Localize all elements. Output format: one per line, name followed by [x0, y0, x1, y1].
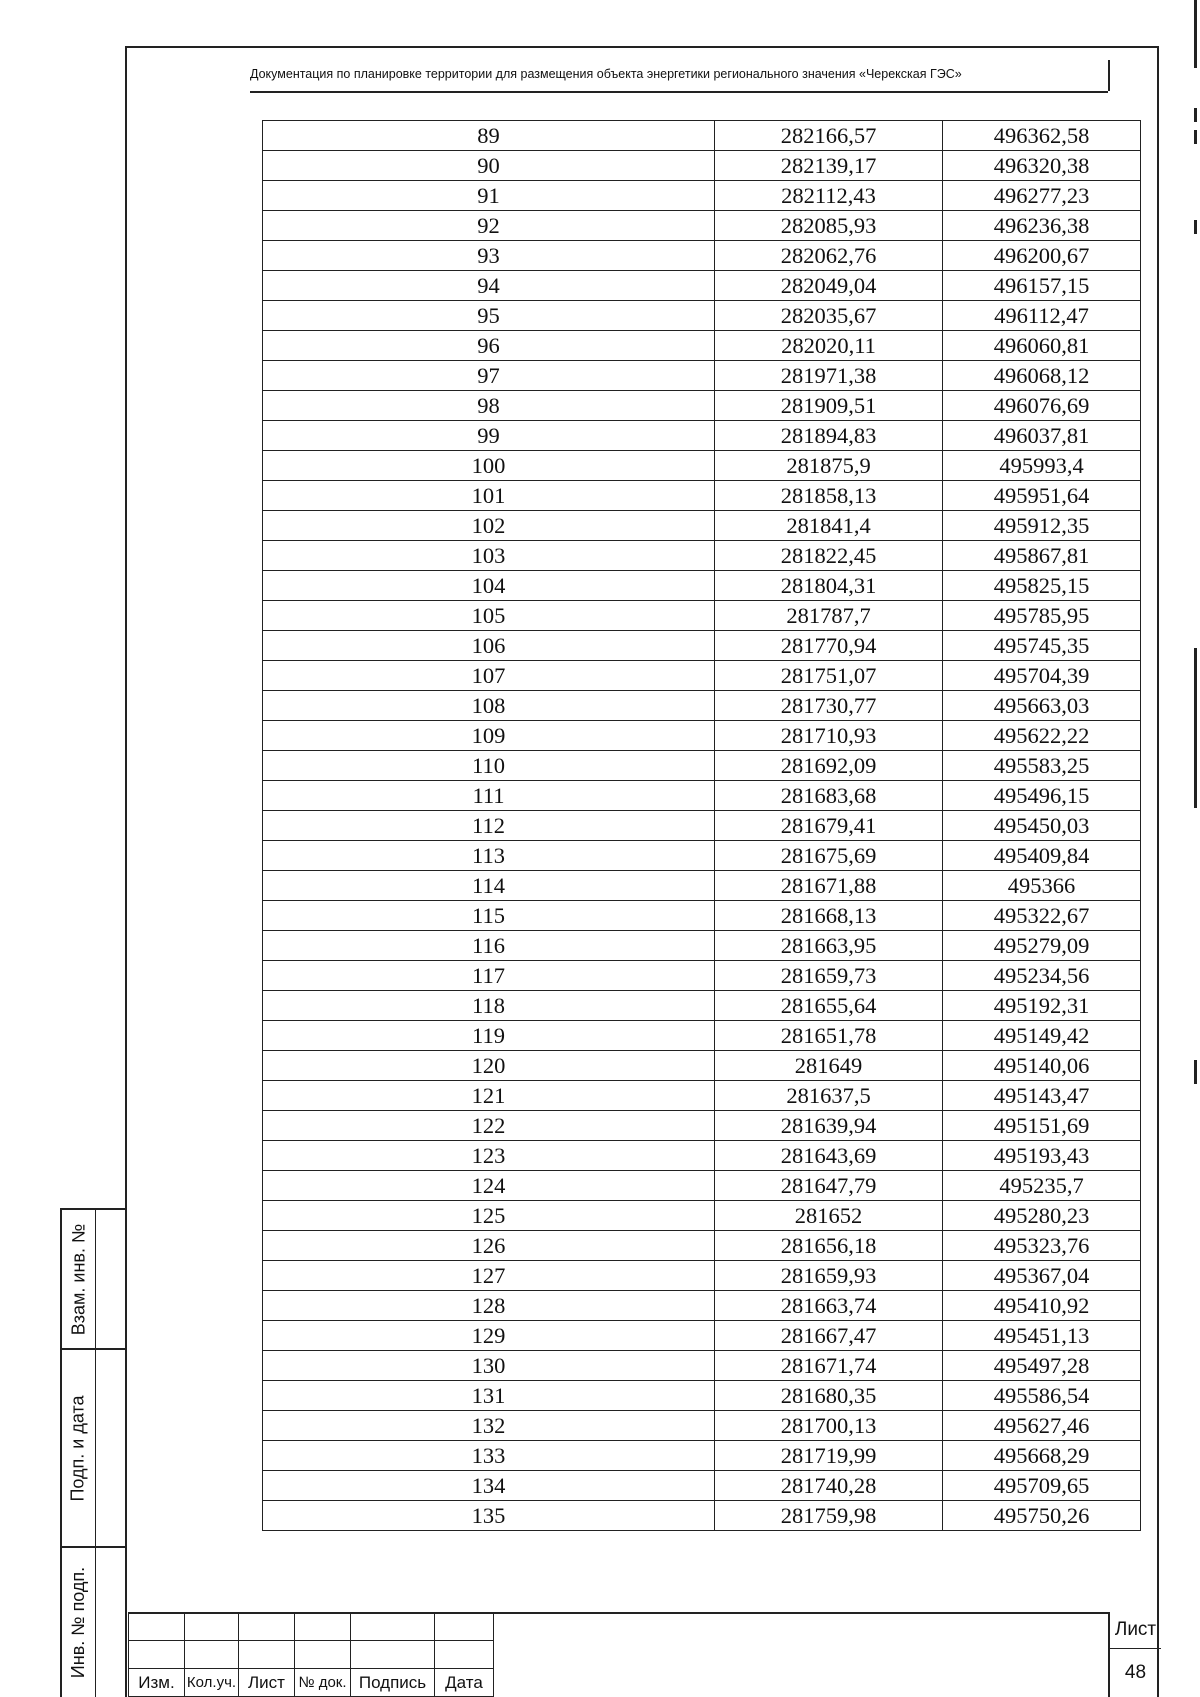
point-number-cell: 131 — [263, 1381, 715, 1411]
y-coordinate-cell: 495234,56 — [943, 961, 1141, 991]
x-coordinate-cell: 281751,07 — [715, 661, 943, 691]
point-number-cell: 104 — [263, 571, 715, 601]
table-row — [263, 1051, 1141, 1081]
x-coordinate-cell: 281822,45 — [715, 541, 943, 571]
y-coordinate-cell: 496236,38 — [943, 211, 1141, 241]
point-number-cell: 108 — [263, 691, 715, 721]
point-number-cell: 134 — [263, 1471, 715, 1501]
y-coordinate-cell: 495235,7 — [943, 1171, 1141, 1201]
table-row — [263, 781, 1141, 811]
x-coordinate-cell: 282049,04 — [715, 271, 943, 301]
x-coordinate-cell: 281909,51 — [715, 391, 943, 421]
point-number-cell: 127 — [263, 1261, 715, 1291]
header-underline — [250, 91, 1108, 93]
coordinates-table — [262, 120, 1141, 1531]
table-row — [263, 661, 1141, 691]
x-coordinate-cell: 281858,13 — [715, 481, 943, 511]
table-row — [263, 451, 1141, 481]
point-number-cell: 105 — [263, 601, 715, 631]
side-stamp-inv — [60, 1548, 127, 1697]
table-row — [263, 1411, 1141, 1441]
x-coordinate-cell: 281659,73 — [715, 961, 943, 991]
y-coordinate-cell: 496200,67 — [943, 241, 1141, 271]
y-coordinate-cell: 495709,65 — [943, 1471, 1141, 1501]
table-row — [263, 1171, 1141, 1201]
y-coordinate-cell: 495192,31 — [943, 991, 1141, 1021]
table-row — [263, 331, 1141, 361]
table-row — [263, 991, 1141, 1021]
x-coordinate-cell: 281671,74 — [715, 1351, 943, 1381]
point-number-cell: 118 — [263, 991, 715, 1021]
x-coordinate-cell: 282062,76 — [715, 241, 943, 271]
x-coordinate-cell: 281639,94 — [715, 1111, 943, 1141]
y-coordinate-cell: 495867,81 — [943, 541, 1141, 571]
x-coordinate-cell: 281652 — [715, 1201, 943, 1231]
stamp-label-ndok: № док. — [295, 1669, 351, 1697]
y-coordinate-cell: 495825,15 — [943, 571, 1141, 601]
y-coordinate-cell: 495409,84 — [943, 841, 1141, 871]
title-block — [128, 1612, 493, 1697]
side-label-inv: Инв. № подп. — [68, 1566, 88, 1679]
point-number-cell: 89 — [263, 121, 715, 151]
table-row — [263, 691, 1141, 721]
table-row — [263, 961, 1141, 991]
y-coordinate-cell: 495451,13 — [943, 1321, 1141, 1351]
table-row — [263, 1111, 1141, 1141]
table-row — [263, 391, 1141, 421]
y-coordinate-cell: 495668,29 — [943, 1441, 1141, 1471]
y-coordinate-cell: 495785,95 — [943, 601, 1141, 631]
y-coordinate-cell: 495366 — [943, 871, 1141, 901]
point-number-cell: 115 — [263, 901, 715, 931]
x-coordinate-cell: 281649 — [715, 1051, 943, 1081]
y-coordinate-cell: 495627,46 — [943, 1411, 1141, 1441]
table-row — [263, 1231, 1141, 1261]
stamp-label-data: Дата — [435, 1669, 494, 1697]
y-coordinate-cell: 495951,64 — [943, 481, 1141, 511]
table-row — [263, 361, 1141, 391]
x-coordinate-cell: 281692,09 — [715, 751, 943, 781]
x-coordinate-cell: 281894,83 — [715, 421, 943, 451]
table-row — [263, 241, 1141, 271]
point-number-cell: 116 — [263, 931, 715, 961]
table-row — [263, 811, 1141, 841]
y-coordinate-cell: 495496,15 — [943, 781, 1141, 811]
x-coordinate-cell: 281647,79 — [715, 1171, 943, 1201]
x-coordinate-cell: 281730,77 — [715, 691, 943, 721]
table-row — [263, 571, 1141, 601]
point-number-cell: 133 — [263, 1441, 715, 1471]
y-coordinate-cell: 495193,43 — [943, 1141, 1141, 1171]
point-number-cell: 109 — [263, 721, 715, 751]
y-coordinate-cell: 495143,47 — [943, 1081, 1141, 1111]
x-coordinate-cell: 281770,94 — [715, 631, 943, 661]
point-number-cell: 111 — [263, 781, 715, 811]
x-coordinate-cell: 282020,11 — [715, 331, 943, 361]
table-row — [263, 1441, 1141, 1471]
x-coordinate-cell: 281680,35 — [715, 1381, 943, 1411]
table-row — [263, 601, 1141, 631]
y-coordinate-cell: 495586,54 — [943, 1381, 1141, 1411]
table-row — [263, 751, 1141, 781]
side-stamp-vzam — [60, 1208, 127, 1350]
y-coordinate-cell: 495704,39 — [943, 661, 1141, 691]
table-row — [263, 1141, 1141, 1171]
x-coordinate-cell: 281663,95 — [715, 931, 943, 961]
x-coordinate-cell: 281719,99 — [715, 1441, 943, 1471]
point-number-cell: 123 — [263, 1141, 715, 1171]
point-number-cell: 110 — [263, 751, 715, 781]
x-coordinate-cell: 281671,88 — [715, 871, 943, 901]
table-row — [263, 871, 1141, 901]
y-coordinate-cell: 495583,25 — [943, 751, 1141, 781]
y-coordinate-cell: 495367,04 — [943, 1261, 1141, 1291]
table-row — [263, 1081, 1141, 1111]
point-number-cell: 98 — [263, 391, 715, 421]
header-divider — [1108, 60, 1110, 91]
y-coordinate-cell: 495750,26 — [943, 1501, 1141, 1531]
point-number-cell: 128 — [263, 1291, 715, 1321]
y-coordinate-cell: 495151,69 — [943, 1111, 1141, 1141]
document-title: Документация по планировке территории для размещения объекта энергетики регионального значения «Черекская ГЭС» — [250, 67, 962, 81]
point-number-cell: 99 — [263, 421, 715, 451]
table-row — [263, 841, 1141, 871]
point-number-cell: 121 — [263, 1081, 715, 1111]
y-coordinate-cell: 496112,47 — [943, 301, 1141, 331]
x-coordinate-cell: 281655,64 — [715, 991, 943, 1021]
sheet-label: Лист — [1110, 1612, 1161, 1649]
x-coordinate-cell: 281679,41 — [715, 811, 943, 841]
x-coordinate-cell: 281759,98 — [715, 1501, 943, 1531]
y-coordinate-cell: 496060,81 — [943, 331, 1141, 361]
point-number-cell: 101 — [263, 481, 715, 511]
y-coordinate-cell: 495912,35 — [943, 511, 1141, 541]
x-coordinate-cell: 281710,93 — [715, 721, 943, 751]
y-coordinate-cell: 496068,12 — [943, 361, 1141, 391]
table-row — [263, 931, 1141, 961]
y-coordinate-cell: 496277,23 — [943, 181, 1141, 211]
x-coordinate-cell: 281667,47 — [715, 1321, 943, 1351]
table-row — [263, 541, 1141, 571]
point-number-cell: 92 — [263, 211, 715, 241]
x-coordinate-cell: 282112,43 — [715, 181, 943, 211]
side-label-podp: Подп. и дата — [68, 1394, 88, 1502]
point-number-cell: 103 — [263, 541, 715, 571]
point-number-cell: 107 — [263, 661, 715, 691]
point-number-cell: 124 — [263, 1171, 715, 1201]
y-coordinate-cell: 495140,06 — [943, 1051, 1141, 1081]
table-row — [263, 1201, 1141, 1231]
point-number-cell: 126 — [263, 1231, 715, 1261]
y-coordinate-cell: 495663,03 — [943, 691, 1141, 721]
y-coordinate-cell: 495323,76 — [943, 1231, 1141, 1261]
point-number-cell: 97 — [263, 361, 715, 391]
point-number-cell: 130 — [263, 1351, 715, 1381]
y-coordinate-cell: 495622,22 — [943, 721, 1141, 751]
table-row — [263, 1471, 1141, 1501]
y-coordinate-cell: 495279,09 — [943, 931, 1141, 961]
x-coordinate-cell: 281700,13 — [715, 1411, 943, 1441]
x-coordinate-cell: 281841,4 — [715, 511, 943, 541]
y-coordinate-cell: 495497,28 — [943, 1351, 1141, 1381]
table-row — [263, 181, 1141, 211]
point-number-cell: 90 — [263, 151, 715, 181]
x-coordinate-cell: 281675,69 — [715, 841, 943, 871]
table-row — [263, 1351, 1141, 1381]
x-coordinate-cell: 282166,57 — [715, 121, 943, 151]
table-row — [263, 421, 1141, 451]
point-number-cell: 100 — [263, 451, 715, 481]
x-coordinate-cell: 281656,18 — [715, 1231, 943, 1261]
x-coordinate-cell: 282085,93 — [715, 211, 943, 241]
point-number-cell: 95 — [263, 301, 715, 331]
x-coordinate-cell: 282139,17 — [715, 151, 943, 181]
table-row — [263, 901, 1141, 931]
y-coordinate-cell: 496362,58 — [943, 121, 1141, 151]
table-row — [263, 1381, 1141, 1411]
table-row — [263, 151, 1141, 181]
y-coordinate-cell: 496320,38 — [943, 151, 1141, 181]
table-row — [263, 301, 1141, 331]
x-coordinate-cell: 281740,28 — [715, 1471, 943, 1501]
table-row — [263, 1291, 1141, 1321]
x-coordinate-cell: 281651,78 — [715, 1021, 943, 1051]
table-row — [263, 1321, 1141, 1351]
x-coordinate-cell: 281787,7 — [715, 601, 943, 631]
side-stamp-podp — [60, 1350, 127, 1548]
x-coordinate-cell: 281971,38 — [715, 361, 943, 391]
point-number-cell: 125 — [263, 1201, 715, 1231]
side-label-vzam: Взам. инв. № — [68, 1223, 89, 1335]
point-number-cell: 91 — [263, 181, 715, 211]
table-row — [263, 631, 1141, 661]
table-row — [263, 721, 1141, 751]
y-coordinate-cell: 496037,81 — [943, 421, 1141, 451]
table-row — [263, 211, 1141, 241]
y-coordinate-cell: 496157,15 — [943, 271, 1141, 301]
stamp-label-podpis: Подпись — [351, 1669, 435, 1697]
point-number-cell: 119 — [263, 1021, 715, 1051]
point-number-cell: 112 — [263, 811, 715, 841]
point-number-cell: 102 — [263, 511, 715, 541]
sheet-number-box — [1108, 1612, 1159, 1697]
stamp-label-koluch: Кол.уч. — [185, 1669, 239, 1697]
table-row — [263, 1501, 1141, 1531]
y-coordinate-cell: 495450,03 — [943, 811, 1141, 841]
y-coordinate-cell: 495149,42 — [943, 1021, 1141, 1051]
y-coordinate-cell: 495322,67 — [943, 901, 1141, 931]
y-coordinate-cell: 495410,92 — [943, 1291, 1141, 1321]
point-number-cell: 132 — [263, 1411, 715, 1441]
point-number-cell: 114 — [263, 871, 715, 901]
x-coordinate-cell: 281663,74 — [715, 1291, 943, 1321]
y-coordinate-cell: 496076,69 — [943, 391, 1141, 421]
table-row — [263, 121, 1141, 151]
x-coordinate-cell: 281659,93 — [715, 1261, 943, 1291]
table-row — [263, 481, 1141, 511]
x-coordinate-cell: 281643,69 — [715, 1141, 943, 1171]
x-coordinate-cell: 281683,68 — [715, 781, 943, 811]
point-number-cell: 113 — [263, 841, 715, 871]
table-row — [263, 271, 1141, 301]
y-coordinate-cell: 495280,23 — [943, 1201, 1141, 1231]
y-coordinate-cell: 495993,4 — [943, 451, 1141, 481]
point-number-cell: 96 — [263, 331, 715, 361]
table-row — [263, 1261, 1141, 1291]
x-coordinate-cell: 281668,13 — [715, 901, 943, 931]
point-number-cell: 94 — [263, 271, 715, 301]
point-number-cell: 106 — [263, 631, 715, 661]
x-coordinate-cell: 281804,31 — [715, 571, 943, 601]
point-number-cell: 122 — [263, 1111, 715, 1141]
sheet-number: 48 — [1124, 1662, 1147, 1683]
x-coordinate-cell: 282035,67 — [715, 301, 943, 331]
point-number-cell: 120 — [263, 1051, 715, 1081]
table-row — [263, 1021, 1141, 1051]
stamp-label-list: Лист — [239, 1669, 295, 1697]
point-number-cell: 117 — [263, 961, 715, 991]
point-number-cell: 129 — [263, 1321, 715, 1351]
point-number-cell: 93 — [263, 241, 715, 271]
table-row — [263, 511, 1141, 541]
point-number-cell: 135 — [263, 1501, 715, 1531]
y-coordinate-cell: 495745,35 — [943, 631, 1141, 661]
stamp-label-izm: Изм. — [129, 1669, 185, 1697]
coordinates-table-body — [263, 121, 1141, 1531]
x-coordinate-cell: 281875,9 — [715, 451, 943, 481]
x-coordinate-cell: 281637,5 — [715, 1081, 943, 1111]
